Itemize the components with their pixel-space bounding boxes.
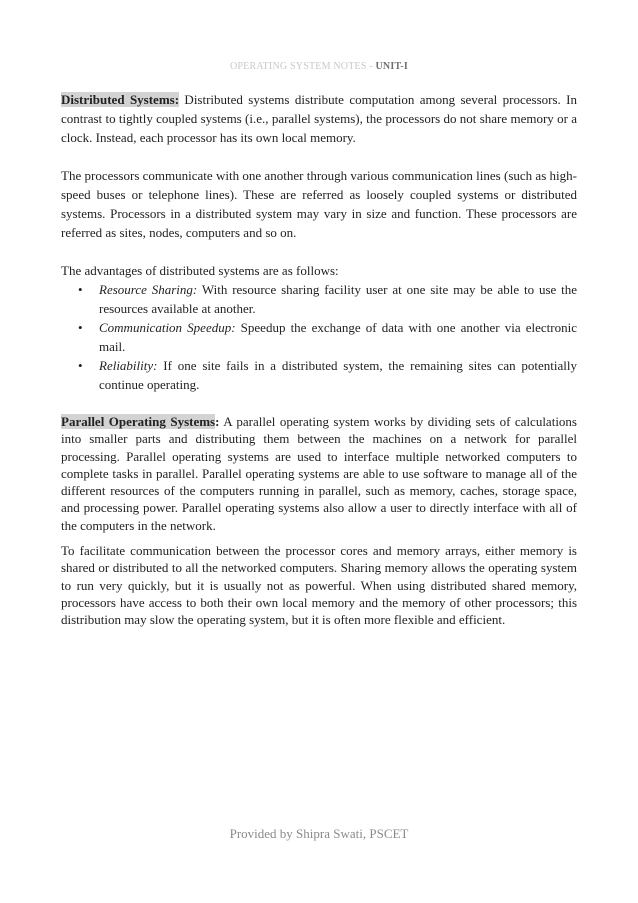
header-unit: UNIT-I [375,61,409,72]
parallel-intro-text: A parallel operating system works by dividing sets of calculations into smaller parts and distributing them between the machines on a network for parallel processing. Parallel operating systems are used to interface multiple networked computers to complete tasks in parallel. Parallel operating systems are able to use software to manage all of the different resources of the computers running in parallel, such as memory, caches, storage space, and processing power. Parallel operating systems also allow a user to directly interface with all of the computers in the network. [61,414,577,533]
distributed-intro-text: Distributed systems distribute computation among several processors. In contrast to tightly coupled systems (i.e., parallel systems), the processors do not share memory or a clock. Instead, each processor has its own local memory. [61,92,577,145]
advantage-title: Reliability: [99,358,158,373]
page-content [61,90,577,637]
parallel-intro-paragraph [61,413,577,534]
bullet-icon: • [78,282,83,297]
list-item [61,318,577,356]
parallel-second-paragraph: To facilitate communication between the processor cores and memory arrays, either memory is shared or distributed to all the networked computers. Sharing memory allows the operating system to run very quickly, but it is usually not as powerful. When using distributed shared memory, processors have access to both their own local memory and the memory of other processors; this distribution may slow the operating system, but it is often more flexible and efficient. [61,543,577,628]
advantage-text: With resource sharing facility user at one site may be able to use the resources available at another. [99,282,578,316]
page-footer: Provided by Shipra Swati, PSCET [229,826,409,841]
list-item [61,280,577,318]
advantages-list [61,280,577,394]
parallel-heading: Parallel Operating Systems [61,414,216,429]
advantage-text: If one site fails in a distributed system, the remaining sites can potentially continue operating. [99,358,577,392]
advantages-intro: The advantages of distributed systems are as follows: [61,263,339,278]
parallel-heading-colon: : [215,414,220,429]
distributed-heading: Distributed Systems: [61,92,180,107]
advantage-title: Resource Sharing: [99,282,198,297]
bullet-icon: • [78,320,83,335]
distributed-intro-paragraph [61,90,577,147]
page-header [0,61,638,72]
advantage-title: Communication Speedup: [99,320,236,335]
header-title: OPERATING SYSTEM NOTES - [229,61,376,72]
advantage-text: Speedup the exchange of data with one another via electronic mail. [99,320,577,354]
distributed-second-paragraph: The processors communicate with one another through various communication lines (such as high-speed buses or telephone lines). These are referred as loosely coupled systems or distributed systems. Processors in a distributed system may vary in size and function. These processors are referred as sites, nodes, computers and so on. [61,168,577,240]
list-item [61,356,577,394]
bullet-icon: • [78,358,83,373]
